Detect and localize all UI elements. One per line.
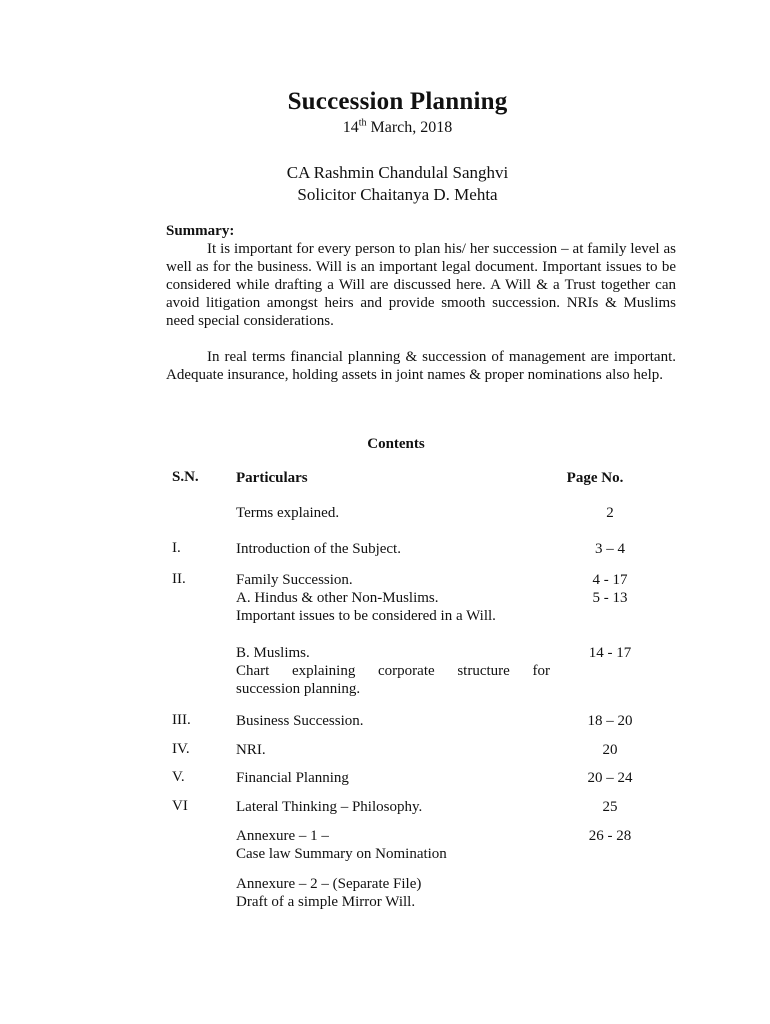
page-range: 3 – 4 bbox=[595, 541, 625, 557]
row-sn: IV. bbox=[172, 741, 190, 757]
page-range: 25 bbox=[602, 799, 618, 815]
page-range: 20 bbox=[602, 742, 618, 758]
particulars-line: B. Muslims. bbox=[236, 645, 310, 661]
row-particulars bbox=[236, 504, 550, 522]
row-page-no bbox=[560, 644, 660, 662]
particulars-line: Family Succession. bbox=[236, 572, 353, 588]
document-date bbox=[0, 119, 770, 137]
particulars-line: Important issues to be considered in a Will. bbox=[236, 608, 496, 624]
header-sn: S.N. bbox=[172, 469, 199, 485]
document-title: Succession Planning bbox=[287, 88, 508, 115]
date-month-year: March, 2018 bbox=[366, 119, 453, 136]
row-particulars bbox=[236, 712, 550, 730]
summary-paragraph-1: It is important for every person to plan his/ her succession – at family level as well as for the business. Will is an important legal document. Important issues to be considered while drafting a Will are discussed here. A Will & a Trust together can avoid litigation amongst heirs and provide smooth succession. NRIs & Muslims need special considerations. bbox=[166, 241, 676, 329]
row-particulars bbox=[236, 827, 550, 863]
particulars-line: Business Succession. bbox=[236, 713, 364, 729]
row-particulars bbox=[236, 644, 550, 698]
row-particulars bbox=[236, 769, 550, 787]
contents-heading: Contents bbox=[367, 436, 425, 452]
particulars-line: Financial Planning bbox=[236, 770, 349, 786]
row-page-no bbox=[560, 540, 660, 558]
particulars-line: Annexure – 2 – (Separate File) bbox=[236, 876, 422, 892]
row-sn: V. bbox=[172, 769, 185, 785]
author-2: Solicitor Chaitanya D. Mehta bbox=[297, 185, 498, 204]
row-page-no bbox=[560, 741, 660, 759]
page-range: 18 – 20 bbox=[587, 713, 633, 729]
row-particulars bbox=[236, 875, 550, 911]
row-page-no bbox=[560, 798, 660, 816]
date-day: 14 bbox=[342, 119, 359, 136]
page-range: 4 - 17 bbox=[592, 572, 628, 588]
page-range: 14 - 17 bbox=[588, 645, 632, 661]
date-suffix: th bbox=[358, 117, 367, 129]
row-particulars bbox=[236, 571, 550, 625]
header-particulars: Particulars bbox=[236, 470, 308, 486]
page-range: 20 – 24 bbox=[587, 770, 633, 786]
row-sn: III. bbox=[172, 712, 191, 728]
row-page-no bbox=[560, 504, 660, 522]
particulars-line: Lateral Thinking – Philosophy. bbox=[236, 799, 423, 815]
row-particulars bbox=[236, 540, 550, 558]
summary-heading: Summary: bbox=[166, 223, 235, 239]
particulars-line: succession planning. bbox=[236, 681, 361, 697]
particulars-line: Draft of a simple Mirror Will. bbox=[236, 894, 416, 910]
row-page-no bbox=[560, 769, 660, 787]
particulars-line: Introduction of the Subject. bbox=[236, 541, 401, 557]
row-page-no bbox=[560, 571, 660, 607]
page-range: 5 - 13 bbox=[592, 590, 628, 606]
header-page-no: Page No. bbox=[566, 470, 624, 486]
page-range: 2 bbox=[606, 505, 614, 521]
row-page-no bbox=[560, 827, 660, 845]
row-sn: I. bbox=[172, 540, 181, 556]
particulars-line: Terms explained. bbox=[236, 505, 340, 521]
row-sn: II. bbox=[172, 571, 186, 587]
summary-paragraph-2: In real terms financial planning & succession of management are important. Adequate insurance, holding assets in joint names & proper nominations also help. bbox=[166, 349, 676, 383]
particulars-line: A. Hindus & other Non-Muslims. bbox=[236, 590, 439, 606]
row-sn: VI bbox=[172, 798, 188, 814]
author-1: CA Rashmin Chandulal Sanghvi bbox=[286, 163, 509, 182]
row-page-no bbox=[560, 712, 660, 730]
summary-section bbox=[166, 222, 676, 384]
particulars-line: Chart explaining corporate structure for bbox=[236, 663, 550, 679]
particulars-line: NRI. bbox=[236, 742, 266, 758]
row-particulars bbox=[236, 798, 550, 816]
page-range: 26 - 28 bbox=[588, 828, 632, 844]
particulars-line: Case law Summary on Nomination bbox=[236, 846, 447, 862]
row-particulars bbox=[236, 741, 550, 759]
particulars-line: Annexure – 1 – bbox=[236, 828, 329, 844]
